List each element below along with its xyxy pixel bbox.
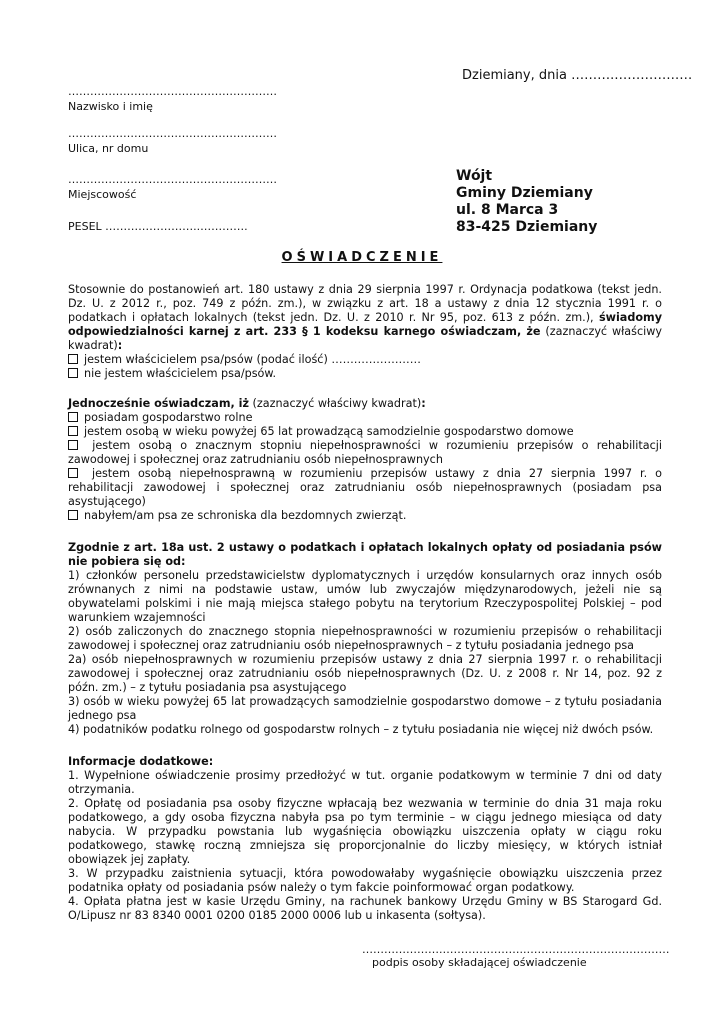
option-disability [68,439,662,467]
exemption-item: 4) podatników podatku rolnego od gospodarstw rolnych – z tytułu posiadania nie więcej niż dwóch psów. [68,723,654,736]
info-heading [68,755,662,769]
option-label: jestem właścicielem psa/psów (podać ilość) …………………… [84,353,421,366]
exemption-item: 2) osób zaliczonych do znacznego stopnia niepełnosprawności w rozumieniu przepisów o rehabilitacji zawodowej i społecznej oraz zatrudnianiu osób niepełnosprawnych – z tytułu posiadania jednego psa [68,625,662,652]
section2-bold: Jednocześnie oświadczam, iż [68,397,249,410]
street-dots: ………………………………………………… [68,127,277,140]
intro-bold: świadomy odpowiedzialności karnej z art. 233 § 1 kodeksu karnego oświadczam, że [68,311,662,338]
intro-paragraph [68,283,662,353]
info-heading-text: Informacje dodatkowe: [68,755,214,768]
section2-heading [68,397,662,411]
exemptions-heading [68,541,662,569]
town-field [68,173,277,202]
intro-colon: : [117,339,123,352]
checkbox[interactable] [68,510,78,520]
declaration-body [68,283,662,923]
exemption-item: 1) członków personelu przedstawicielstw dyplomatycznych i urzędów konsularnych oraz innych osób zrównanych z nimi na podstawie ustaw, umów lub zwyczajów międzynarodowych, jeżeli nie są obywatelami polskimi i nie mają miejsca stałego pobytu na terytorium Rzeczypospolitej Polskiej – pod warunkiem wzajemności [68,569,662,624]
town-label: Miejscowość [68,188,137,201]
exemption-item: 3) osób w wieku powyżej 65 lat prowadzących samodzielnie gospodarstwo domowe – z tytułu posiadania jednego psa [68,695,662,722]
exemption-item: 2a) osób niepełnosprawnych w rozumieniu przepisów ustawy z dnia 27 sierpnia 1997 r. o rehabilitacji zawodowej i społecznej oraz zatrudnianiu osób niepełnosprawnych (Dz. U. z 2008 r. Nr 14, poz. 92 z późn. zm.) – z tytułu posiadania psa asystującego [68,653,662,694]
checkbox[interactable] [68,440,78,450]
checkbox[interactable] [68,426,78,436]
info-item: 4. Opłata płatna jest w kasie Urzędu Gminy, na rachunek bankowy Urzędu Gminy w BS Starogard Gd. O/Lipusz nr 83 8340 0001 0200 0185 2000 0006 lub u inkasenta (sołtysa). [68,895,662,922]
option-label: nie jestem właścicielem psa/psów. [84,367,277,380]
exemptions-heading-text: Zgodnie z art. 18a ust. 2 ustawy o podatkach i opłatach lokalnych opłaty od posiadania psów nie pobiera się od: [68,541,662,568]
intro-text: Stosownie do postanowień art. 180 ustawy z dnia 29 sierpnia 1997 r. Ordynacja podatkowa (tekst jedn. Dz. U. z 2012 r., poz. 749 z późn. zm.), w związku z art. 18 a ustawy z dnia 12 stycznia 1991 r. o podatkach i opłatach lokalnych (tekst jedn. Dz. U. z 2010 r. Nr 95, poz. 613 z późn. zm.), [68,283,662,324]
option-label: jestem osobą niepełnosprawną w rozumieniu przepisów ustawy z dnia 27 sierpnia 1997 r. o rehabilitacji zawodowej i społecznej oraz zatrudnianiu osób niepełnosprawnych (posiadam psa asystującego) [68,467,662,508]
section2-note: (zaznaczyć właściwy kwadrat) [249,397,422,410]
recipient-line-1: Wójt [456,168,493,184]
option-shelter [68,509,662,523]
recipient-address [456,168,597,236]
option-not-owner [68,367,662,381]
checkbox[interactable] [68,412,78,422]
document-title: OŚWIADCZENIE [281,250,443,265]
section2-colon: : [421,397,426,410]
name-label: Nazwisko i imię [68,100,153,113]
info-item: 3. W przypadku zaistnienia sytuacji, która powodowałaby wygaśnięcie obowiązku uiszczenia przez podatnika opłaty od posiadania psów należy o tym fakcie poinformować organ podatkowy. [68,867,662,894]
option-label: jestem osobą w wieku powyżej 65 lat prowadzącą samodzielnie gospodarstwo domowe [84,425,574,438]
checkbox[interactable] [68,368,78,378]
option-label: nabyłem/am psa ze schroniska dla bezdomnych zwierząt. [84,509,407,522]
checkbox[interactable] [68,468,78,478]
option-label: posiadam gospodarstwo rolne [84,411,253,424]
town-dots: ………………………………………………… [68,173,277,186]
option-label: jestem osobą o znacznym stopniu niepełnosprawności w rozumieniu przepisów o rehabilitacji zawodowej i społecznej oraz zatrudnianiu osób niepełnosprawnych [68,439,662,466]
option-owner [68,353,662,367]
signature-label: podpis osoby składającej oświadczenie [372,956,587,969]
recipient-line-3: ul. 8 Marca 3 [456,202,559,218]
name-dots: ………………………………………………… [68,85,277,98]
checkbox[interactable] [68,354,78,364]
info-item: 2. Opłatę od posiadania psa osoby fizyczne wpłacają bez wezwania w terminie do dnia 31 maja roku podatkowego, a gdy osoba fizyczna nabyła psa po tym terminie – w ciągu jednego miesiąca od daty nabycia. W przypadku powstania lub wygaśnięcia obowiązku uiszczenia opłaty w ciągu roku podatkowego, stawkę roczną zmniejsza się proporcjonalnie do liczby miesięcy, w których istniał obowiązek jej zapłaty. [68,797,662,866]
street-field [68,127,277,156]
name-field [68,85,277,114]
recipient-line-2: Gminy Dziemiany [456,185,593,201]
option-age65 [68,425,662,439]
option-assistance-dog [68,467,662,509]
recipient-line-4: 83-425 Dziemiany [456,219,598,235]
pesel-field: PESEL ……………………..…………. [68,220,248,233]
option-farm [68,411,662,425]
info-item: 1. Wypełnione oświadczenie prosimy przedłożyć w tut. organie podatkowym w terminie 7 dni od daty otrzymania. [68,769,662,796]
street-label: Ulica, nr domu [68,142,149,155]
intro-note: (zaznaczyć właściwy kwadrat) [68,325,662,352]
signature-dots: ………………….…………………..………………………………… [362,943,670,956]
place-date: Dziemiany, dnia ……….……………… [462,68,693,83]
